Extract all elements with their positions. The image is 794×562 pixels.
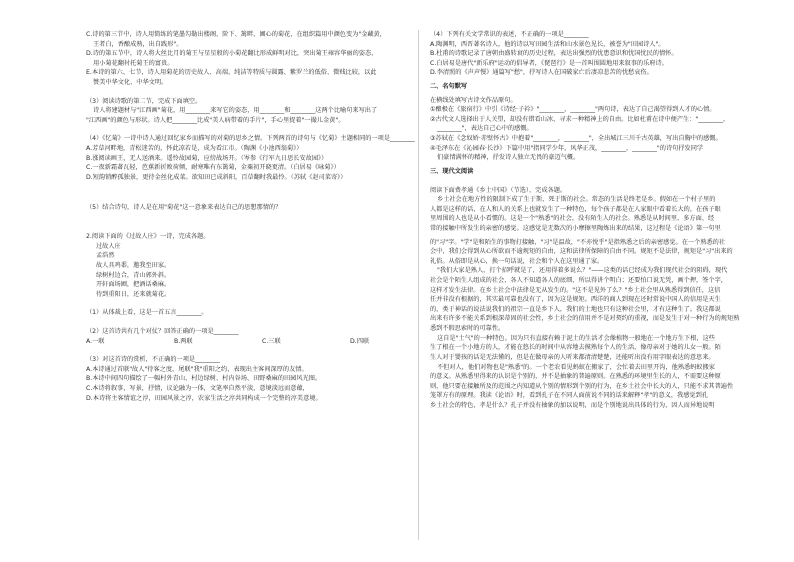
p2-question-1: （1）从体裁上看，这是一首五言________。 xyxy=(86,309,208,317)
para-line-2: 人都是这样的话，在人和人的关系上也就发生了一种特色，每个孩子都是在人家眼中看着长大的，在孩子眼 xyxy=(430,205,721,213)
option-c: C.三联 xyxy=(262,337,281,345)
q4-option-c: C.一夜新霜著瓦轻，芭蕉新折败荷倾，耐寒唯有东篱菊，金粟初开晓更清。（白居易《咏菊》） xyxy=(86,164,340,172)
para-line-5: 的"习"字。"学"是和陌生的事物打接触，"习"是温故，"不亦悦乎"是指熟悉之后的亲密感觉。在一个熟悉的社 xyxy=(430,238,726,246)
q3-option-d: D.诗的第五节中，诗人将大丝比月的菊王与星星般的小菊花翻比形成鲜明对比，突出菊王雍容华丽的姿态， xyxy=(86,50,378,58)
passage-2-title: 2.阅读下面的《过故人庄》一诗，完成各题。 xyxy=(86,233,210,241)
q4-option-d: D.短韵销醉孤独景，更待金丝化成菜。欲知田已成斜阳，百草翻时我最怜。（苏轼《赵司菜寄》） xyxy=(86,173,347,181)
section-3-heading: 三、现代文阅读 xyxy=(430,167,474,175)
poem-line-3: 开轩面场圃，把酒话桑麻。 xyxy=(96,281,171,289)
para-line-9: 社会是个陌生人组成的社会，各人不知道各人的底细，所以得讲个明白；还要怕口说无凭，画个押，签个字， xyxy=(430,277,727,285)
poem-author: 孟浩然 xyxy=(96,252,115,260)
para-line-13: 出来有许多不能关系到根深蒂固的社会性，乡土社会的信用并不是对契约的重视，而是发生于对一种行为的规矩熟 xyxy=(430,315,740,323)
section-2-heading: 二、名句默写 xyxy=(430,83,468,91)
right-column xyxy=(430,30,782,411)
poem-title: 过故人庄 xyxy=(96,242,121,250)
poem-line-1: 故人具鸡黍，邀我至田家。 xyxy=(96,261,171,269)
r-q4-option-b: B.杜甫的诗歌记录了唐朝由盛转衰的历史过程，表达出强烈的忧患意识和忧国忧民的情怀。 xyxy=(430,50,678,58)
fill-item-4-cont: 们豪情满怀的精神，抒发诗人独立无畏的豪迈气概。 xyxy=(437,154,580,162)
para-line-16: 生了根在一个小地方的人，才能在悠长的时间中从容地去摸熟每个人的生活，像母亲对于她的儿女一般。陌 xyxy=(430,344,721,352)
q3-option-d-cont: 用小菊花翻衬托菊王的富贵。 xyxy=(93,59,174,67)
p2-q3-option-d: D.本诗将主客情谊之淳，田园风景之淳，农家生活之淳共同构成一个完整的淳美意境。 xyxy=(86,394,322,402)
para-line-6: 会中，我们会得到从心所欲而不逾规矩的自由，这和法律所保障的自由不同。规矩不是法律，规矩是"习"出来的 xyxy=(430,248,733,256)
p2-question-2-options xyxy=(86,337,438,347)
p2-q3-option-a: A.本诗通过首联"故人"待客之度，尾联"我"重阳之约，表现出主客间深厚的友情。 xyxy=(86,365,308,373)
reading-title: 阅读下面费孝通《乡土中国》（节选），完成各题。 xyxy=(430,186,567,194)
para-line-4: 常的接触中所发生的亲密的感觉。这感觉是无数次的小摩擦里陶炼出来的结果，这过程是《论语》第一句里 xyxy=(430,224,721,232)
p2-question-2: （2）这首诗共有几个对仗？回答正确的一项是________ xyxy=(86,328,239,336)
q3-fill-label: （3）阅读诗歌的第二节，完成下面填空。 xyxy=(86,97,202,105)
poem-line-4: 待到重阳日，还来就菊花。 xyxy=(96,290,171,298)
para-line-20: 则，他只要在接触所及的范围之内知道从个别的情形到个别的行为，在乡土社会中长大的人，只能不求其普遍性 xyxy=(430,382,734,390)
p2-question-3: （3）对这首诗的赏析，不正确的一项是________ xyxy=(86,356,220,364)
para-line-19: 的意义。从熟悉里得来的认识是个别的，并不是抽象的普遍原则。在熟悉的环境里生长的人，不需要这种原 xyxy=(430,373,721,381)
q3-option-c-cont: 王者白，香酿成熟，出自践形"。 xyxy=(93,40,183,48)
para-line-7: 礼俗。从俗即是从心，换一句话说，社会和个人在这里通了家。 xyxy=(430,257,604,265)
r-q4-option-d: D.李清照的《声声慢》通篇写"愁"，抒写诗人在国破家亡后凄凉悲苦的忧愁哀伤。 xyxy=(430,69,653,77)
q3-fill-line-1: 诗人将建题材与"江西画"菊花，用________来写它的姿态，用________和________这两个比喻句来写出了 xyxy=(93,107,378,115)
q3-fill-line-2: "江西画"的颜色与形状。诗人把________比成"美人病带着的手片"，手心里捉着"一撮儿金黄"。 xyxy=(86,116,345,124)
fill-item-3: ③苏轼在《念奴娇·赤壁怀古》中抱着"________，________"，全出城江三川千古英雄，写出自胸中的感慨。 xyxy=(430,135,722,143)
r-q4-label: （4）下列有关文学常识的表述，不正确的一项是________ xyxy=(430,31,589,38)
option-a: A.一联 xyxy=(86,337,105,345)
p2-q3-option-c: C.本诗将叙事，写景，抒情，议论融为一体，文笔率自然平淡，意境淡远而意蕴， xyxy=(86,385,309,393)
para-line-11: 任并非没有根据的，其实最可靠也没有了，因为这是规矩。西洋的商人到现在还时常说中国人的信用是天生 xyxy=(430,296,721,304)
q3-option-c: C.诗的第三节中，诗人用简练的笔墨勾勒出楼阁、阶下、篱畔、圃心的菊花，在组织篇用中颜色变为"金藏黄， xyxy=(86,31,386,38)
column-divider xyxy=(418,30,419,540)
default-instruction: 在横线处填写古诗文作品原句。 xyxy=(430,96,517,104)
fill-item-1: ①酿极在《旅宿行》中引《诗经·子衿》"________，________"两句诗，表达了自己渴望得到人才的心情。 xyxy=(430,106,716,114)
para-line-15: 这自是"土气"的一种特色。因为只有直接有赖于泥土的生活才会像植物一般地在一个地方生下根，这些 xyxy=(437,334,715,342)
para-line-12: 的，类于神话的说法说我们的祖宗一直是乡下人，我们的土地也只有这种社会里，才有这种生了。我这都说 xyxy=(430,305,721,313)
q3-option-e: E.本诗的第六、七节，诗人用菊花的历史故人、高端、纯洁等特质与圆露、紫罗兰的低俗、微贱比较，以此 xyxy=(86,69,377,77)
q4-label: （4）《忆菊》一诗中诗人通过回忆家乡而描写的对菊的思乡之情。下列两首的诗句与《忆菊》主题相同的一项是________ xyxy=(86,135,415,143)
para-line-21: 笼罩方有的原理。我读《论语》时，看到孔子在不同人面前说不同的话来解释"孝"的意义，我感觉到孔 xyxy=(430,392,708,400)
para-line-8: "我们大家是熟人，打个招呼就是了，还用得着多说么？"——这类的话已经成为我们现代社会的阻碍，现代 xyxy=(437,267,728,275)
para-line-3: 里周围的人也是从小看惯的。这是一个"熟悉"的社会，没有陌生人的社会。熟悉是从时间里、多方面、经 xyxy=(430,215,715,223)
q4-option-b: B.涨阅读画王，无人送酒来。遥怜故园菊，应傍战场开。（岑参《行军九日思长安故园》） xyxy=(86,154,328,162)
r-q4-option-a: A.陶渊明，西晋著名诗人，他的诗以写田园生活和山水景色见长，被誉为"田园诗人"。 xyxy=(430,40,665,48)
para-line-1: 乡土社会在地方性的限制下成了生于斯、死于斯的社会。常态的生活是终老是乡。假如在一个村子里的 xyxy=(437,196,716,204)
r-q4-option-c: C.白居易是唐代"新乐府"运动的倡导者，《琵琶行》是一首叫围圆地用来叙事的乐府诗。 xyxy=(430,59,668,67)
fill-item-4: ④毛泽东在《沁园春·长沙》下篇中用"指同学少年，风华正茂，________，________"的诗句抒发同学 xyxy=(430,144,704,152)
para-line-17: 生人对于婴孩的话是无法懂的，但是在做母亲的人听来都清清楚楚，还能听出没有用字眼表达的意思来。 xyxy=(430,353,715,361)
option-b: B.两联 xyxy=(174,337,193,345)
left-column xyxy=(86,30,438,403)
para-line-22: 乡土社会的特色，孝是什么？孔子并没有抽象的加以说明，而是个别地说出具体的行为，因人而异地说明 xyxy=(430,401,715,409)
poem-line-2: 绿树村边合，青山郭外斜。 xyxy=(96,271,171,279)
para-line-14: 悉到不假思索时的可靠性。 xyxy=(430,325,505,333)
para-line-18: 不但对人，他们对物也是"熟悉"的。一个老农看见蚂蚁在搬家了，会忙着去田里开沟，他熟悉蚂蚁搬家 xyxy=(437,363,715,371)
q3-option-e-cont: 赞美中华文化、中华文明。 xyxy=(93,79,168,87)
option-d: D.四联 xyxy=(350,337,370,345)
p2-q3-option-b: B.本诗中间四句描绘了一幅村外青山、村边绿树、村内谷场、田野桑麻的田园风光图。 xyxy=(86,375,322,383)
fill-item-2-cont: ________"，表达自己心中的感慨。 xyxy=(437,125,533,133)
para-line-10: 这样才发生法律。在乡土社会中法律是无从发生的。"这不是见外了么？"乡土社会里从熟悉得到信任，这信 xyxy=(430,286,721,294)
q4-option-a: A.芳草河畔地，青松迷苦的，怀此凉若是，成为看江市。（陶渊《小池西翁菊》） xyxy=(86,145,303,153)
fill-item-2: ②古代文人选择出于人关望，却没有错看山冰，寻求一种精神上的自由。比如杜甫在诗中便产生："________， xyxy=(430,115,730,123)
q5-label: （5）结合诗句，诗人是在用"菊花"这一意象来表达自己的思想那情的？ xyxy=(86,203,282,211)
